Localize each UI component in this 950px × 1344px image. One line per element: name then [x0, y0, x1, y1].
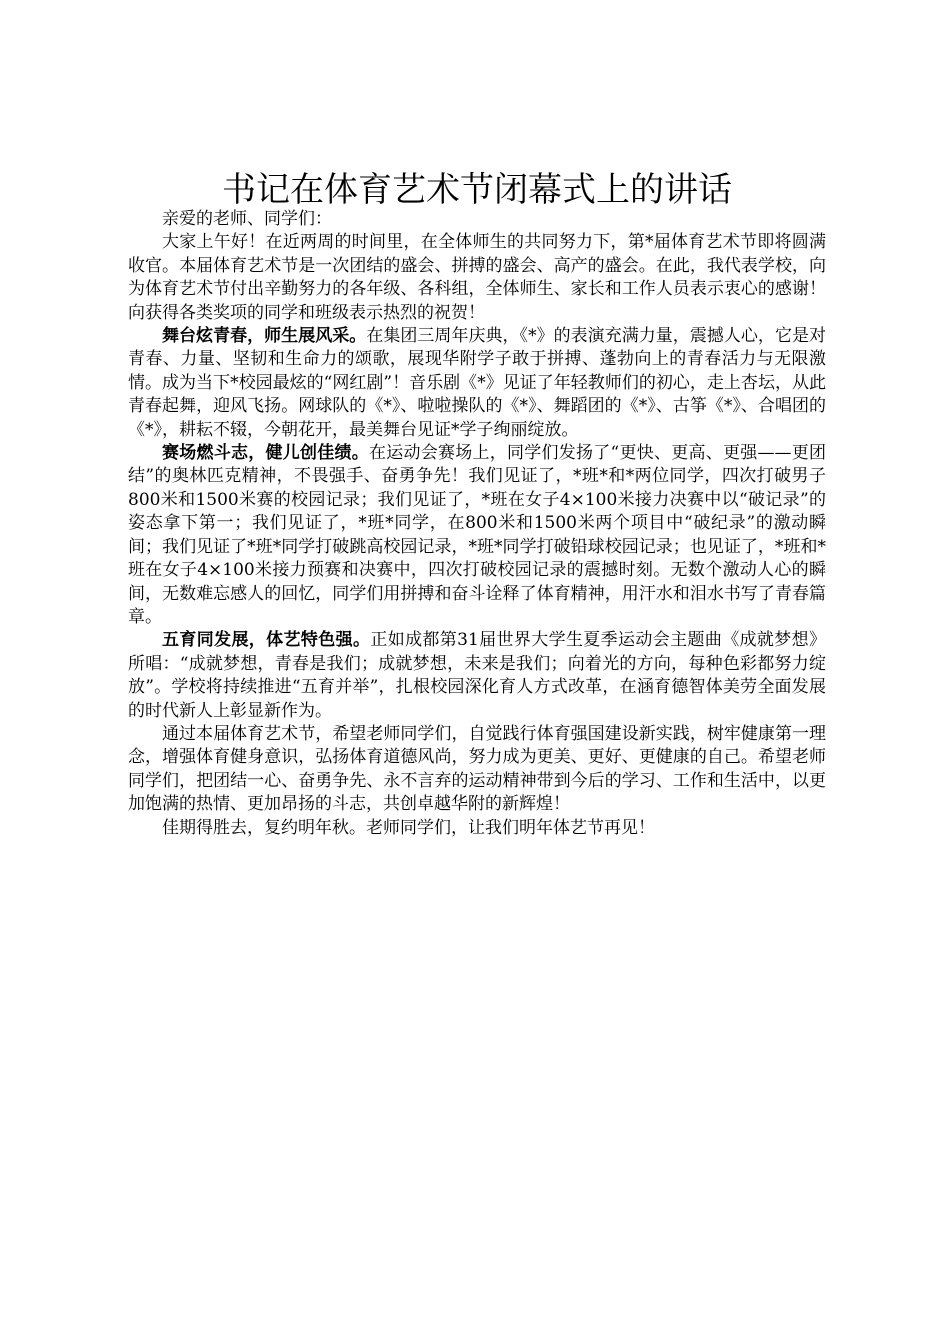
paragraph-closing: [128, 817, 826, 840]
salutation: 亲爱的老师、同学们：: [162, 209, 332, 229]
document-body: [128, 208, 826, 840]
paragraph-text: 通过本届体育艺术节，希望老师同学们，自觉践行体育强国建设新实践，树牢健康第一理念，增强体育健身意识，弘扬体育道德风尚，努力成为更美、更好、更健康的自己。希望老师同学们，把团结一心、奋勇争先、永不言弃的运动精神带到今后的学习、工作和生活中，以更加饱满的热情、更加昂扬的斗志，共创卓越华附的新辉煌！: [128, 723, 826, 815]
paragraph-text: 在集团三周年庆典，《*》的表演充满力量，震撼人心，它是对青春、力量、坚韧和生命力的颂歌，展现华附学子敢于拼搏、蓬勃向上的青春活力与无限激情。成为当下*校园最炫的“网红剧”！音乐剧《*》见证了年轻教师们的初心，走上杏坛，从此青春起舞，迎风飞扬。网球队的《*》、啦啦操队的《*》、舞蹈团的《*》、古筝《*》、合唱团的《*》，耕耘不辍，今朝花开，最美舞台见证*学子绚丽绽放。: [128, 326, 827, 440]
paragraph-lead: 五育同发展，体艺特色强。: [162, 630, 371, 651]
paragraph-text: 大家上午好！在近两周的时间里，在全体师生的共同努力下，第*届体育艺术节即将圆满收官。本届体育艺术节是一次团结的盛会、拼搏的盛会、高产的盛会。在此，我代表学校，向为体育艺术节付出辛勤努力的各年级、各科组，全体师生、家长和工作人员表示衷心的感谢！向获得各类奖项的同学和班级表示热烈的祝贺！: [128, 232, 826, 323]
paragraph-sports: [128, 442, 826, 629]
paragraph-stage: [128, 325, 826, 442]
document-title: 书记在体育艺术节闭幕式上的讲话: [222, 170, 732, 210]
paragraph-text: 在运动会赛场上，同学们发扬了“更快、更高、更强——更团结”的奥林匹克精神，不畏强手、奋勇争先！我们见证了，*班*和*两位同学，四次打破男子800米和1500米赛的校园记录；我们见证了，*班在女子4×100米接力决赛中以“破记录”的姿态拿下第一；我们见证了，*班*同学，在800米和1500米两个项目中“破纪录”的激动瞬间；我们见证了*班*同学打破跳高校园记录，*班*同学打破铅球校园记录；也见证了，*班和*班在女子4×100米接力预赛和决赛中，四次打破校园记录的震撼时刻。无数个激动人心的瞬间，无数难忘感人的回忆，同学们用拼搏和奋斗诠释了体育精神，用汗水和泪水书写了青春篇章。: [128, 443, 826, 627]
paragraph-lead: 赛场燃斗志，健儿创佳绩。: [162, 443, 370, 464]
paragraph-lead: 舞台炫青春，师生展风采。: [162, 326, 367, 347]
paragraph-text: 佳期得胜去，复约明年秋。老师同学们，让我们明年体艺节再见！: [162, 817, 655, 838]
paragraph-hopes: [128, 723, 826, 817]
paragraph-opening: [128, 231, 826, 325]
paragraph-education: [128, 629, 826, 723]
paragraph-text: 正如成都第31届世界大学生夏季运动会主题曲《成就梦想》所唱：“成就梦想，青春是我们；成就梦想，未来是我们；向着光的方向，每种色彩都努力绽放”。学校将持续推进“五育并举”，扎根校园深化育人方式改革，在涵育德智体美劳全面发展的时代新人上彰显新作为。: [128, 630, 827, 721]
